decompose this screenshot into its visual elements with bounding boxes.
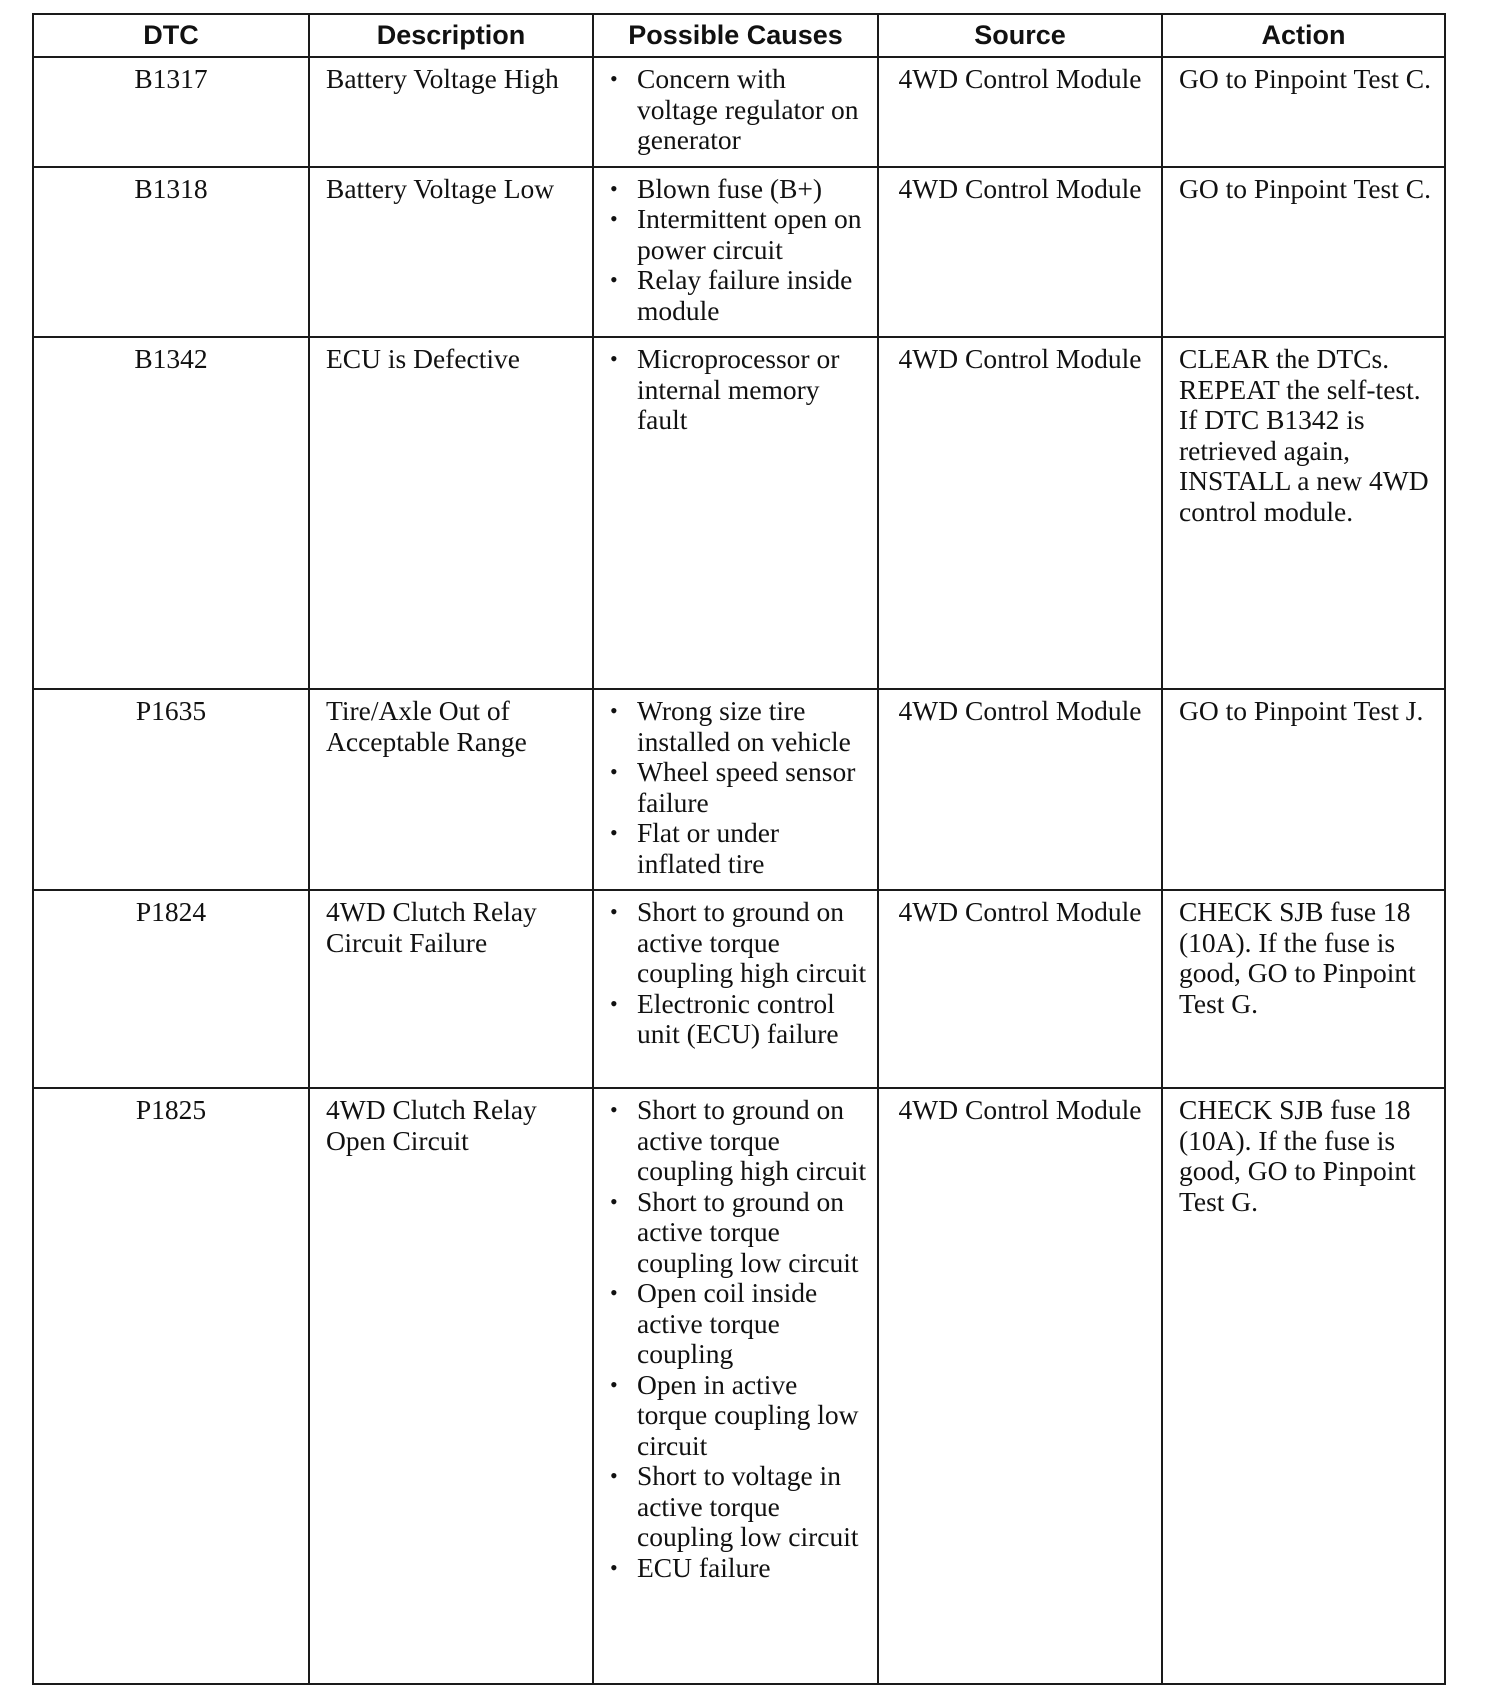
header-action: Action (1162, 14, 1445, 57)
cause-item: • Short to ground on active torque coupling low circuit (610, 1187, 869, 1279)
cause-item: • Short to voltage in active torque coupling low circuit (610, 1461, 869, 1553)
dtc-source: 4WD Control Module (878, 890, 1162, 1088)
possible-causes (593, 167, 878, 338)
dtc-code: B1318 (33, 167, 309, 338)
causes-list (610, 897, 869, 1050)
cause-item: • Flat or under inflated tire (610, 818, 869, 879)
cause-item: • Short to ground on active torque coupling high circuit (610, 1095, 869, 1187)
causes-list (610, 64, 869, 156)
cause-item: • Open in active torque coupling low circuit (610, 1370, 869, 1462)
causes-list (610, 174, 869, 327)
possible-causes (593, 689, 878, 890)
dtc-source: 4WD Control Module (878, 337, 1162, 689)
header-dtc: DTC (33, 14, 309, 57)
dtc-action: CLEAR the DTCs. REPEAT the self-test. If DTC B1342 is retrieved again, INSTALL a new 4WD control module. (1162, 337, 1445, 689)
dtc-description: 4WD Clutch Relay Open Circuit (309, 1088, 593, 1684)
cause-item: • Electronic control unit (ECU) failure (610, 989, 869, 1050)
cause-item: • Wrong size tire installed on vehicle (610, 696, 869, 757)
table-row (33, 1088, 1445, 1684)
cause-item: • Concern with voltage regulator on generator (610, 64, 869, 156)
dtc-code: P1635 (33, 689, 309, 890)
cause-item: • Intermittent open on power circuit (610, 204, 869, 265)
dtc-source: 4WD Control Module (878, 689, 1162, 890)
cause-item: • Open coil inside active torque coupling (610, 1278, 869, 1370)
causes-list (610, 1095, 869, 1583)
dtc-action: GO to Pinpoint Test C. (1162, 167, 1445, 338)
possible-causes (593, 1088, 878, 1684)
header-row (33, 14, 1445, 57)
causes-list (610, 344, 869, 436)
cause-item: • Short to ground on active torque coupling high circuit (610, 897, 869, 989)
dtc-description: Battery Voltage High (309, 57, 593, 167)
possible-causes (593, 337, 878, 689)
header-description: Description (309, 14, 593, 57)
dtc-action: CHECK SJB fuse 18 (10A). If the fuse is good, GO to Pinpoint Test G. (1162, 890, 1445, 1088)
dtc-source: 4WD Control Module (878, 167, 1162, 338)
possible-causes (593, 890, 878, 1088)
dtc-action: GO to Pinpoint Test C. (1162, 57, 1445, 167)
table-row (33, 167, 1445, 338)
dtc-code: P1825 (33, 1088, 309, 1684)
dtc-source: 4WD Control Module (878, 1088, 1162, 1684)
dtc-table (32, 13, 1446, 1685)
table-row (33, 337, 1445, 689)
dtc-action: GO to Pinpoint Test J. (1162, 689, 1445, 890)
dtc-code: P1824 (33, 890, 309, 1088)
causes-list (610, 696, 869, 879)
cause-item: • Wheel speed sensor failure (610, 757, 869, 818)
table-row (33, 57, 1445, 167)
dtc-description: 4WD Clutch Relay Circuit Failure (309, 890, 593, 1088)
possible-causes (593, 57, 878, 167)
cause-item: • Microprocessor or internal memory fault (610, 344, 869, 436)
dtc-description: Battery Voltage Low (309, 167, 593, 338)
table-row (33, 689, 1445, 890)
header-possible-causes: Possible Causes (593, 14, 878, 57)
dtc-code: B1342 (33, 337, 309, 689)
dtc-description: Tire/Axle Out of Acceptable Range (309, 689, 593, 890)
header-source: Source (878, 14, 1162, 57)
cause-item: • Blown fuse (B+) (610, 174, 869, 205)
dtc-code: B1317 (33, 57, 309, 167)
table-row (33, 890, 1445, 1088)
cause-item: • Relay failure inside module (610, 265, 869, 326)
dtc-description: ECU is Defective (309, 337, 593, 689)
cause-item: • ECU failure (610, 1553, 869, 1584)
dtc-action: CHECK SJB fuse 18 (10A). If the fuse is good, GO to Pinpoint Test G. (1162, 1088, 1445, 1684)
dtc-source: 4WD Control Module (878, 57, 1162, 167)
